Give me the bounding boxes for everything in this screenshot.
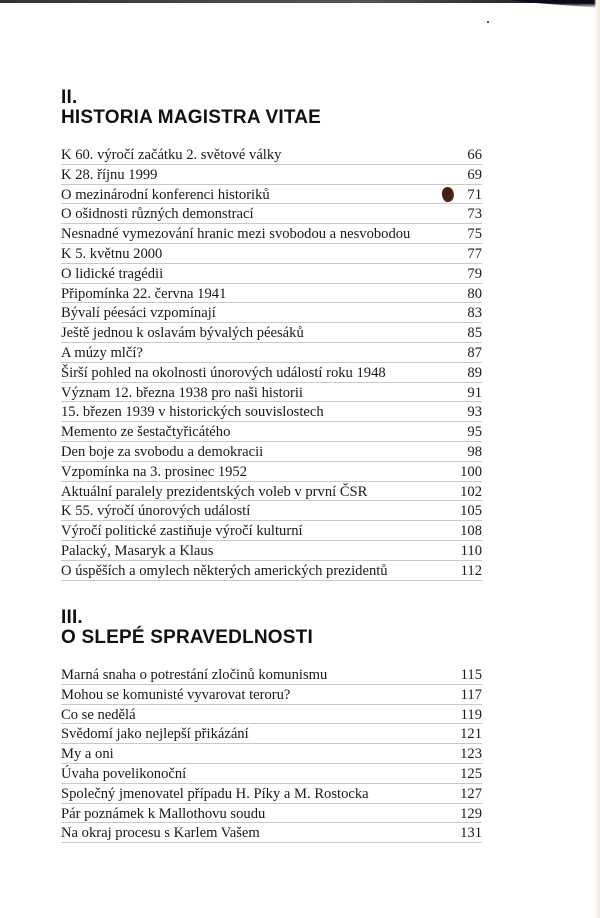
toc-entry-page <box>452 502 482 521</box>
toc-entry-page <box>452 542 482 561</box>
toc-entry <box>61 343 482 363</box>
toc-entry <box>61 244 482 264</box>
toc-entry-page <box>452 562 482 581</box>
toc-entry-title: O ošidnosti různých demonstrací <box>61 206 254 223</box>
page-number: 98 <box>467 443 482 460</box>
page-number: 129 <box>460 805 482 822</box>
toc-entry <box>61 541 482 561</box>
toc-entry-page <box>452 765 482 784</box>
page-number: 73 <box>467 206 482 223</box>
page-number: 77 <box>467 245 482 262</box>
page-number: 123 <box>460 746 482 763</box>
toc-entry-title: Nesnadné vymezování hranic mezi svobodou a nesvobodou <box>61 226 411 243</box>
page-number: 108 <box>460 523 482 540</box>
page-number: 79 <box>467 265 482 282</box>
toc-entry <box>61 744 482 764</box>
toc-entry <box>61 784 482 804</box>
toc-list <box>61 665 482 843</box>
section-title: O SLEPÉ SPRAVEDLNOSTI <box>61 627 313 648</box>
toc-section-2 <box>61 88 482 581</box>
dust-speck <box>487 21 489 23</box>
toc-entry-title: Den boje za svobodu a demokracii <box>61 443 264 460</box>
toc-entry-page <box>452 324 482 343</box>
toc-entry-page <box>452 344 482 363</box>
page-number: 102 <box>460 483 482 500</box>
toc-entry-page <box>452 225 482 244</box>
toc-entry-title: Palacký, Masaryk a Klaus <box>61 542 214 559</box>
toc-entry-page <box>452 785 482 804</box>
toc-entry-title: O mezinárodní konferenci historiků <box>61 186 270 203</box>
page-number: 85 <box>467 325 482 342</box>
toc-entry-page <box>452 463 482 482</box>
toc-entry <box>61 145 482 165</box>
toc-entry <box>61 323 482 343</box>
toc-entry-title: Připomínka 22. června 1941 <box>61 285 227 302</box>
page-number: 127 <box>460 785 482 802</box>
toc-section-3 <box>61 608 482 843</box>
toc-entry-title: Memento ze šestačtyřicátého <box>61 424 231 441</box>
page-number: 100 <box>460 463 482 480</box>
section-number: II. <box>61 87 78 108</box>
section-number: III. <box>61 607 83 628</box>
scan-right-edge <box>594 0 600 918</box>
toc-entry-title: Výročí politické zastiňuje výročí kulturní <box>61 523 303 540</box>
toc-entry-page <box>452 725 482 744</box>
page-number: 131 <box>460 825 482 842</box>
page-number: 117 <box>460 686 482 703</box>
toc-entry <box>61 422 482 442</box>
toc-entry-page <box>452 146 482 165</box>
page-number: 87 <box>467 344 482 361</box>
toc-entry-page <box>452 666 482 685</box>
toc-entry <box>61 804 482 824</box>
toc-entry <box>61 823 482 843</box>
toc-entry <box>61 724 482 744</box>
toc-entry-title: K 28. říjnu 1999 <box>61 166 158 183</box>
toc-entry-page <box>452 186 482 205</box>
toc-list <box>61 145 482 581</box>
toc-entry-page <box>452 443 482 462</box>
toc-entry-title: Význam 12. března 1938 pro naši historii <box>61 384 303 401</box>
toc-entry-page <box>452 285 482 304</box>
toc-entry-page <box>452 745 482 764</box>
toc-entry <box>61 363 482 383</box>
page-number: 83 <box>467 305 482 322</box>
toc-entry-page <box>452 364 482 383</box>
page-number: 80 <box>467 285 482 302</box>
page-number: 71 <box>467 186 482 203</box>
toc-entry <box>61 501 482 521</box>
toc-entry-title: Vzpomínka na 3. prosinec 1952 <box>61 463 248 480</box>
toc-entry-title: Na okraj procesu s Karlem Vašem <box>61 825 260 842</box>
page-number: 69 <box>467 166 482 183</box>
toc-entry <box>61 462 482 482</box>
page-number: 121 <box>460 726 482 743</box>
toc-entry-page <box>452 522 482 541</box>
toc-entry <box>61 705 482 725</box>
toc-entry <box>61 764 482 784</box>
toc-entry-title: K 5. květnu 2000 <box>61 245 163 262</box>
toc-entry <box>61 185 482 205</box>
scan-top-edge <box>0 0 600 3</box>
toc-entry-title: O lidické tragédii <box>61 265 164 282</box>
toc-entry-title: Svědomí jako nejlepší přikázání <box>61 726 249 743</box>
toc-entry-page <box>452 706 482 725</box>
toc-entry-title: K 55. výročí únorových událostí <box>61 503 251 520</box>
page-number: 91 <box>467 384 482 401</box>
toc-entry <box>61 482 482 502</box>
scan-corner-shadow <box>510 0 600 8</box>
toc-entry-title: Ještě jednou k oslavám bývalých péesáků <box>61 325 304 342</box>
toc-entry-title: Širší pohled na okolnosti únorových událostí roku 1948 <box>61 364 386 381</box>
toc-entry-title: O úspěších a omylech některých amerických prezidentů <box>61 562 388 579</box>
toc-entry <box>61 383 482 403</box>
toc-entry <box>61 284 482 304</box>
toc-entry <box>61 224 482 244</box>
page-number: 75 <box>467 226 482 243</box>
toc-entry <box>61 264 482 284</box>
toc-entry <box>61 665 482 685</box>
page-number: 110 <box>460 542 482 559</box>
page-number: 125 <box>460 765 482 782</box>
page-number: 95 <box>467 424 482 441</box>
page-number: 119 <box>460 706 482 723</box>
toc-entry-page <box>452 304 482 323</box>
toc-entry-page <box>452 245 482 264</box>
page-number: 112 <box>460 562 482 579</box>
toc-entry-title: Marná snaha o potrestání zločinů komunismu <box>61 667 328 683</box>
toc-entry-title: Úvaha povelikonoční <box>61 765 187 782</box>
toc-entry <box>61 402 482 422</box>
page-number: 93 <box>467 404 482 421</box>
ink-stain <box>440 185 455 203</box>
toc-entry <box>61 442 482 462</box>
toc-entry <box>61 204 482 224</box>
page-number: 105 <box>460 503 482 520</box>
page-number: 66 <box>467 147 482 163</box>
toc-entry-page <box>452 824 482 843</box>
toc-entry <box>61 165 482 185</box>
toc-entry-title: Aktuální paralely prezidentských voleb v první ČSR <box>61 483 368 500</box>
toc-entry <box>61 303 482 323</box>
toc-entry-page <box>452 423 482 442</box>
toc-entry-title: Co se nedělá <box>61 706 136 723</box>
toc-entry-title: My a oni <box>61 746 114 763</box>
toc-entry-page <box>452 265 482 284</box>
toc-entry-title: 15. březen 1939 v historických souvislostech <box>61 404 324 421</box>
page-number: 89 <box>467 364 482 381</box>
toc-entry-page <box>452 686 482 705</box>
toc-entry-page <box>452 166 482 185</box>
toc-entry-title: K 60. výročí začátku 2. světové války <box>61 147 282 163</box>
toc-entry <box>61 561 482 581</box>
page-number: 115 <box>460 667 482 683</box>
toc-entry-title: Bývalí péesáci vzpomínají <box>61 305 216 322</box>
toc-entry-title: Společný jmenovatel případu H. Píky a M. Rostocka <box>61 785 369 802</box>
toc-entry-title: A múzy mlčí? <box>61 344 143 361</box>
toc-entry-title: Pár poznámek k Mallothovu soudu <box>61 805 266 822</box>
toc-entry <box>61 685 482 705</box>
section-title: HISTORIA MAGISTRA VITAE <box>61 107 322 128</box>
toc-entry-page <box>452 403 482 422</box>
toc-entry-page <box>452 205 482 224</box>
toc-entry-page <box>452 805 482 824</box>
toc-entry <box>61 521 482 541</box>
toc-entry-page <box>452 483 482 502</box>
toc-entry-page <box>452 384 482 403</box>
toc-entry-title: Mohou se komunisté vyvarovat teroru? <box>61 686 291 703</box>
